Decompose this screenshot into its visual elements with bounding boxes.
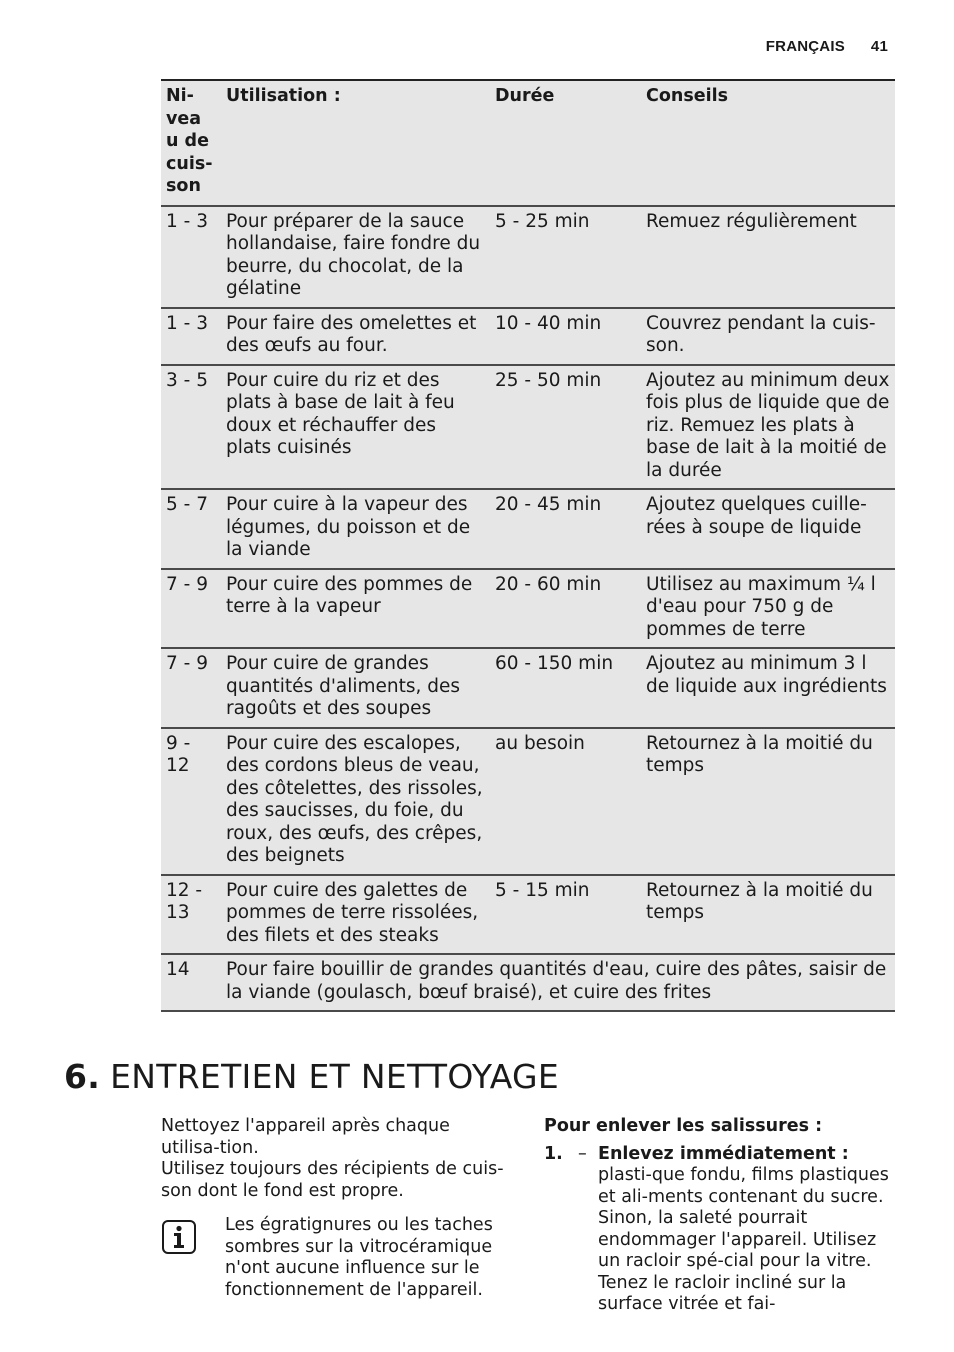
table-row bbox=[161, 365, 895, 490]
cooking-levels-table bbox=[161, 79, 895, 1012]
cell-use: Pour préparer de la sauce hollandaise, faire fondre du beurre, du chocolat, de la gélatine bbox=[221, 206, 490, 308]
cell-level: 14 bbox=[161, 954, 221, 1011]
page-number: 41 bbox=[870, 38, 888, 55]
cell-level: 12 - 13 bbox=[161, 875, 221, 955]
table-row-last bbox=[161, 954, 895, 1011]
cell-level: 5 - 7 bbox=[161, 489, 221, 569]
cell-duration: 5 - 15 min bbox=[490, 875, 641, 955]
cell-tips: Ajoutez quelques cuille-rées à soupe de liquide bbox=[641, 489, 895, 569]
cell-level: 1 - 3 bbox=[161, 206, 221, 308]
cell-use: Pour cuire à la vapeur des légumes, du poisson et de la viande bbox=[221, 489, 490, 569]
paragraph-clean-cookware: Utilisez toujours des récipients de cuis-son dont le fond est propre. bbox=[161, 1159, 504, 1201]
table-row bbox=[161, 875, 895, 955]
cell-tips: Retournez à la moitié du temps bbox=[641, 875, 895, 955]
cell-level: 9 - 12 bbox=[161, 728, 221, 875]
cell-level: 7 - 9 bbox=[161, 569, 221, 649]
cell-level: 7 - 9 bbox=[161, 648, 221, 728]
cell-level: 1 - 3 bbox=[161, 308, 221, 365]
cell-tips: Couvrez pendant la cuis-son. bbox=[641, 308, 895, 365]
cell-tips: Utilisez au maximum ¼ l d'eau pour 750 g de pommes de terre bbox=[641, 569, 895, 649]
cell-tips: Ajoutez au minimum 3 l de liquide aux ingrédients bbox=[641, 648, 895, 728]
step-number: 1. bbox=[544, 1143, 563, 1164]
cell-use: Pour cuire des pommes de terre à la vapeur bbox=[221, 569, 490, 649]
header-language: FRANÇAIS bbox=[765, 38, 845, 55]
info-icon bbox=[161, 1219, 197, 1255]
table-row bbox=[161, 569, 895, 649]
paragraph-clean-after-use: Nettoyez l'appareil après chaque utilisa-tion. bbox=[161, 1116, 450, 1158]
header-level: Ni- vea u de cuis- son bbox=[161, 80, 221, 206]
step-text bbox=[598, 1144, 889, 1316]
step-detail: plasti-que fondu, films plastiques et ali-ments contenant du sucre. Sinon, la saleté pourrait endommager l'appareil. Utilisez un racloir spé-cial pour la vitre. Tenez le racloir incliné sur la surface vitrée et fai- bbox=[598, 1165, 889, 1314]
cell-tips: Retournez à la moitié du temps bbox=[641, 728, 895, 875]
section-heading bbox=[64, 1057, 559, 1096]
header-use: Utilisation : bbox=[221, 80, 490, 206]
cleaning-subheading: Pour enlever les salissures : bbox=[544, 1116, 823, 1136]
header-duration: Durée bbox=[490, 80, 641, 206]
cell-tips: Remuez régulièrement bbox=[641, 206, 895, 308]
cell-use-wide: Pour faire bouillir de grandes quantités d'eau, cuire des pâtes, saisir de la viande (goulasch, bœuf braisé), et cuire des frites bbox=[221, 954, 895, 1011]
cell-use: Pour cuire des escalopes, des cordons bleus de veau, des côtelettes, des rissoles, des saucisses, du foie, du roux, des œufs, des crêpes, des beignets bbox=[221, 728, 490, 875]
cell-duration: 5 - 25 min bbox=[490, 206, 641, 308]
cell-duration: 25 - 50 min bbox=[490, 365, 641, 490]
cell-use: Pour cuire du riz et des plats à base de lait à feu doux et réchauffer des plats cuisinés bbox=[221, 365, 490, 490]
left-column bbox=[161, 1116, 511, 1202]
cell-use: Pour cuire des galettes de pommes de terre rissolées, des filets et des steaks bbox=[221, 875, 490, 955]
cell-duration: 60 - 150 min bbox=[490, 648, 641, 728]
step-bold-lead: Enlevez immédiatement : bbox=[598, 1143, 849, 1164]
step-1 bbox=[544, 1144, 889, 1316]
header-tips: Conseils bbox=[641, 80, 895, 206]
table-row bbox=[161, 308, 895, 365]
cell-duration: 20 - 45 min bbox=[490, 489, 641, 569]
cell-use: Pour faire des omelettes et des œufs au four. bbox=[221, 308, 490, 365]
table-header-row bbox=[161, 80, 895, 206]
right-column bbox=[544, 1116, 889, 1316]
cell-tips: Ajoutez au minimum deux fois plus de liquide que de riz. Remuez les plats à base de lait à la moitié de la durée bbox=[641, 365, 895, 490]
table-row bbox=[161, 648, 895, 728]
table-row bbox=[161, 728, 895, 875]
table-row bbox=[161, 489, 895, 569]
section-number: 6. bbox=[64, 1057, 101, 1096]
section-title: ENTRETIEN ET NETTOYAGE bbox=[110, 1057, 560, 1096]
cell-duration: au besoin bbox=[490, 728, 641, 875]
cell-use: Pour cuire de grandes quantités d'aliments, des ragoûts et des soupes bbox=[221, 648, 490, 728]
table-body bbox=[161, 206, 895, 1012]
note-text: Les égratignures ou les taches sombres sur la vitrocéramique n'ont aucune influence sur le fonctionnement de l'appareil. bbox=[225, 1215, 493, 1300]
page-header bbox=[766, 38, 888, 55]
cell-duration: 10 - 40 min bbox=[490, 308, 641, 365]
table-row bbox=[161, 206, 895, 308]
step-dash: – bbox=[578, 1143, 587, 1164]
cell-level: 3 - 5 bbox=[161, 365, 221, 490]
cell-duration: 20 - 60 min bbox=[490, 569, 641, 649]
